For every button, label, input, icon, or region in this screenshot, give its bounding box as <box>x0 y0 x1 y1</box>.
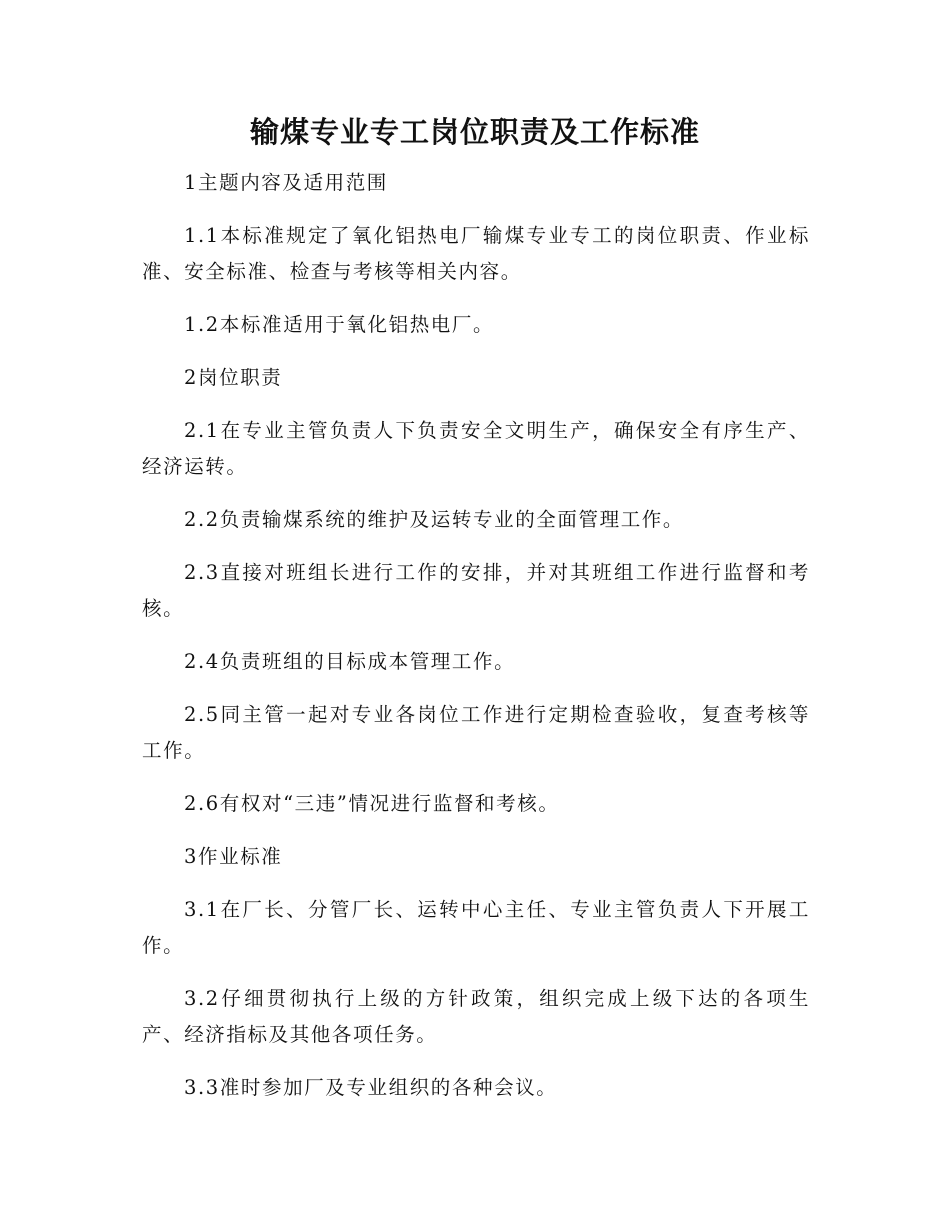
paragraph-2-3: 2.3直接对班组长进行工作的安排，并对其班组工作进行监督和考核。 <box>142 561 810 620</box>
paragraph-1-1: 1.1本标准规定了氧化铝热电厂输煤专业专工的岗位职责、作业标准、安全标准、检查与考核等相关内容。 <box>142 224 810 283</box>
paragraph-2-4: 2.4负责班组的目标成本管理工作。 <box>184 650 516 673</box>
paragraph-3-2: 3.2仔细贯彻执行上级的方针政策，组织完成上级下达的各项生产、经济指标及其他各项任务。 <box>142 987 810 1046</box>
paragraph-2-1: 2.1在专业主管负责人下负责安全文明生产，确保安全有序生产、经济运转。 <box>142 419 810 478</box>
paragraph-section-1: 1主题内容及适用范围 <box>184 171 388 194</box>
paragraph-3-1: 3.1在厂长、分管厂长、运转中心主任、专业主管负责人下开展工作。 <box>142 898 810 957</box>
paragraph-section-2: 2岗位职责 <box>184 366 283 389</box>
paragraph-1-2: 1.2本标准适用于氧化铝热电厂。 <box>184 313 495 336</box>
paragraph-3-3: 3.3准时参加厂及专业组织的各种会议。 <box>184 1076 558 1099</box>
document-body <box>142 165 810 1123</box>
paragraph-section-3: 3作业标准 <box>184 845 283 868</box>
paragraph-2-2: 2.2负责输煤系统的维护及运转专业的全面管理工作。 <box>184 508 685 531</box>
paragraph-2-5: 2.5同主管一起对专业各岗位工作进行定期检查验收，复查考核等工作。 <box>142 703 810 762</box>
paragraph-2-6: 2.6有权对“三违”情况进行监督和考核。 <box>184 792 560 815</box>
document-title: 输煤专业专工岗位职责及工作标准 <box>249 115 700 149</box>
